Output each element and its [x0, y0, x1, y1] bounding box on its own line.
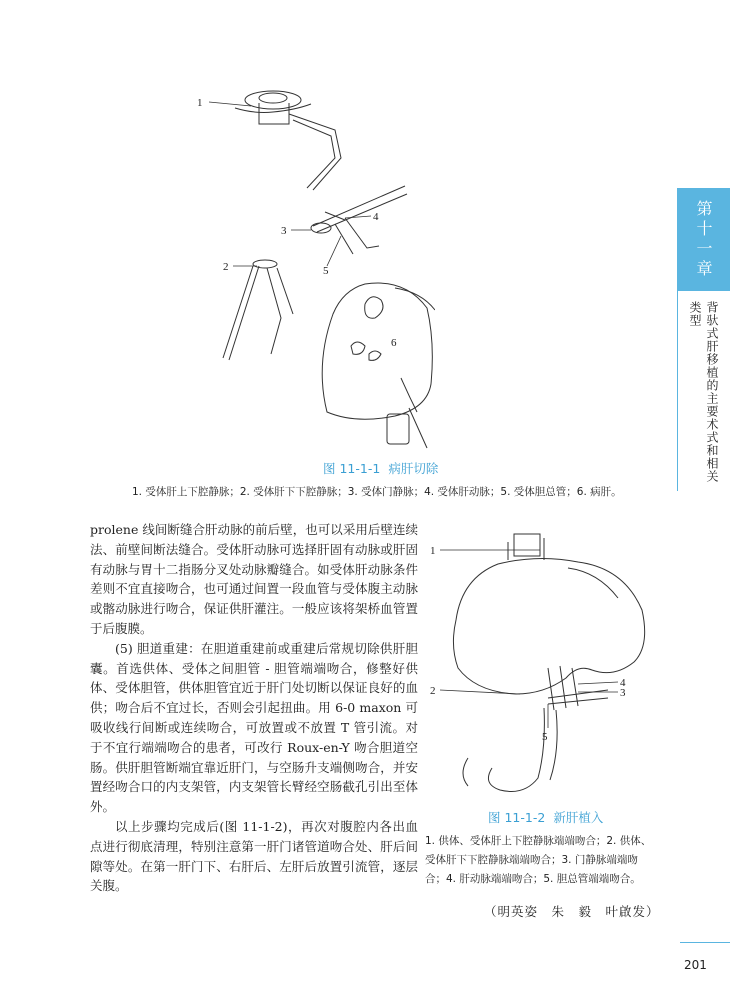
figure-11-1-1-drawing [195, 78, 435, 450]
figure-11-1-1-number: 图 11-1-1 [323, 461, 381, 476]
figure-11-1-2-title [488, 808, 603, 826]
fig2-label-5: 5 [542, 731, 548, 743]
figure-11-1-2-number: 图 11-1-2 [488, 810, 546, 825]
fig1-label-5: 5 [323, 265, 329, 277]
fig2-label-2: 2 [430, 685, 436, 697]
figure-11-1-2-legend-line: 受体肝下下腔静脉端端吻合；3. 门静脉端端吻 [425, 854, 638, 866]
figure-11-1-2-title-text: 新肝植入 [553, 810, 604, 825]
figure-11-1-1-illustration [195, 78, 435, 450]
chapter-title: 背驮式肝移植的主要术式和相关类型 [688, 301, 719, 483]
body-paragraph: prolene 线间断缝合肝动脉的前后壁，也可以采用后壁连续法、前壁间断法缝合。受体肝动脉可选择肝固有动脉或肝固有动脉与胃十二指肠分叉处动脉瓣缝合。如受体肝动脉条件差则不宜直接吻合，也可通过间置一段血管与受体腹主动脉或髂动脉进行吻合，保证供肝灌注。一般应该将架桥血管置于后腹膜。 [90, 522, 418, 636]
fig1-label-2: 2 [223, 261, 229, 273]
figure-11-1-1-title [323, 459, 438, 477]
fig1-label-4: 4 [373, 211, 379, 223]
chapter-tab [677, 188, 730, 291]
body-paragraph: 以上步骤均完成后(图 11-1-2)，再次对腹腔内各出血点进行彻底清理，特别注意第一肝门诸管道吻合处、肝后间隙等处。在第一肝门下、右肝后、左肝后放置引流管，逐层关腹。 [90, 818, 418, 894]
page-number: 201 [684, 958, 707, 972]
figure-11-1-1-title-text: 病肝切除 [388, 461, 439, 476]
fig2-label-4: 4 [620, 677, 626, 689]
chapter-number: 第十一章 [694, 199, 713, 280]
fig1-label-3: 3 [281, 225, 287, 237]
fig2-label-1: 1 [430, 545, 436, 557]
fig1-label-6: 6 [391, 337, 397, 349]
figure-11-1-1-legend: 1. 受体肝上下腔静脉；2. 受体肝下下腔静脉；3. 受体门静脉；4. 受体肝动脉；5. 受体胆总管；6. 病肝。 [132, 486, 622, 498]
figure-11-1-2-legend-line: 合；4. 肝动脉端端吻合；5. 胆总管端端吻合。 [425, 873, 641, 885]
page-number-rule [680, 942, 730, 943]
fig2-label-3: 3 [620, 687, 626, 699]
chapter-title-tab [677, 291, 730, 491]
fig1-label-1: 1 [197, 97, 203, 109]
body-paragraph: (5) 胆道重建：在胆道重建前或重建后常规切除供肝胆囊。首选供体、受体之间胆管 - 胆管端端吻合，修整好供体、受体胆管，供体胆管宜近于肝门处切断以保证良好的血供；吻合后不宜过长，否则会引起扭曲。用 6-0 maxon 可吸收线行间断或连续吻合，可放置或不放置 T 管引流。对于不宜行端端吻合的患者，可改行 Roux-en-Y 吻合胆道空肠。供肝胆管断端宜靠近肝门，与空肠升支端侧吻合，并安置经吻合口的内支架管，内支架管长臂经空肠截孔引出至体外。 [90, 640, 418, 815]
body-text [90, 520, 418, 896]
figure-11-1-2-illustration [428, 528, 668, 796]
figure-11-1-2-drawing [428, 528, 668, 796]
figure-11-1-2-legend [425, 832, 675, 889]
authors: （明英姿 朱 毅 叶啟发） [484, 904, 660, 919]
figure-11-1-2-legend-line: 1. 供体、受体肝上下腔静脉端端吻合；2. 供体、 [425, 835, 652, 847]
